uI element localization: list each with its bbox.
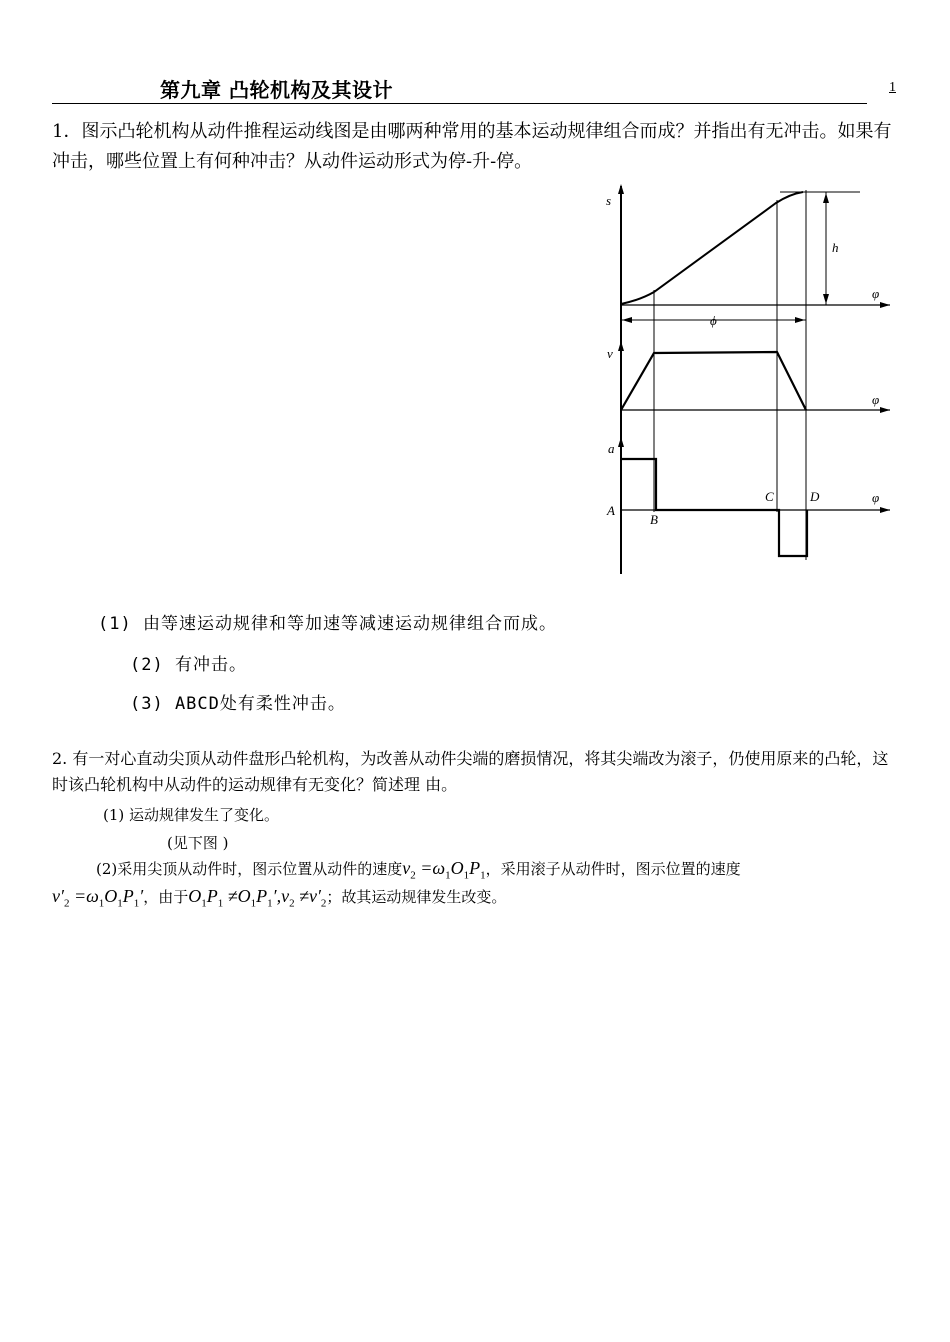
header-rule [52, 74, 867, 104]
label-D: D [810, 489, 820, 504]
formula-inequality: $O_1P_1 \ne O_1P_1',v_2 \ne v'_2$ [188, 886, 327, 910]
q1-answer-3: (3) ABCD处有柔性冲击。 [130, 694, 346, 714]
q2-answer-2-part-4: ；故其运动规律发生改变。 [326, 888, 507, 906]
label-A: A [607, 503, 615, 518]
q2-answer-1: (1) 运动规律发生了变化。 [103, 806, 280, 824]
phi-dim-arrow-right-icon [795, 317, 805, 323]
question-2-text: 2. 有一对心直动尖顶从动件盘形凸轮机构，为改善从动件尖端的磨损情况，将其尖端改为滚子，仍使用原来的凸轮，这时该凸轮机构中从动件的运动规律有无变化？简述理 由。 [52, 749, 889, 794]
q1-answer-1: (1) 由等速运动规律和等加速等减速运动规律组合而成。 [98, 614, 557, 634]
label-h: h [832, 240, 839, 255]
q2-answer-2-line-2 [52, 886, 902, 910]
h-arrow-down-icon [823, 294, 829, 304]
label-Phi: ϕ [710, 313, 717, 328]
q2-answer-2-line-1 [96, 858, 906, 882]
phi-arrow-icon-1 [880, 302, 890, 308]
a-arrow-icon [618, 437, 624, 447]
page-number: 1 [889, 80, 896, 95]
label-phi-1: φ [872, 286, 880, 301]
displacement-curve [621, 192, 803, 304]
formula-v2: $v_2 =\omega_1O_1P_1$ [402, 858, 486, 882]
formula-v2-prime: $v'_2 =\omega_1O_1P_1'$ [52, 886, 144, 910]
q2-answer-2-part-2: ，采用滚子从动件时，图示位置的速度 [485, 860, 741, 878]
q2-see-below: (见下图 ) [167, 834, 229, 852]
phi-arrow-icon-3 [880, 507, 890, 513]
label-C: C [765, 489, 774, 504]
label-s: s [606, 193, 612, 208]
question-1-text: 1．图示凸轮机构从动件推程运动线图是由哪两种常用的基本运动规律组合而成？并指出有无冲击。如果有冲击，哪些位置上有何种冲击？从动件运动形式为停-升-停。 [52, 121, 892, 172]
label-B: B [650, 512, 658, 527]
phi-arrow-icon-2 [880, 407, 890, 413]
h-arrow-up-icon [823, 193, 829, 203]
velocity-curve [621, 352, 806, 410]
q1-answer-2: (2) 有冲击。 [130, 655, 247, 675]
label-phi-3: φ [872, 490, 880, 505]
chapter-title: 第九章 凸轮机构及其设计 [160, 78, 393, 102]
phi-dim-arrow-left-icon [622, 317, 632, 323]
s-arrow-icon [618, 184, 624, 194]
label-v: v [607, 346, 613, 361]
label-a: a [608, 441, 615, 456]
q2-answer-2-part-3: ，由于 [143, 888, 189, 906]
label-phi-2: φ [872, 392, 880, 407]
motion-diagram [600, 180, 900, 580]
q2-answer-2-part-1: (2)采用尖顶从动件时，图示位置从动件的速度 [96, 860, 403, 878]
acceleration-curve [621, 459, 807, 556]
v-arrow-icon [618, 341, 624, 351]
